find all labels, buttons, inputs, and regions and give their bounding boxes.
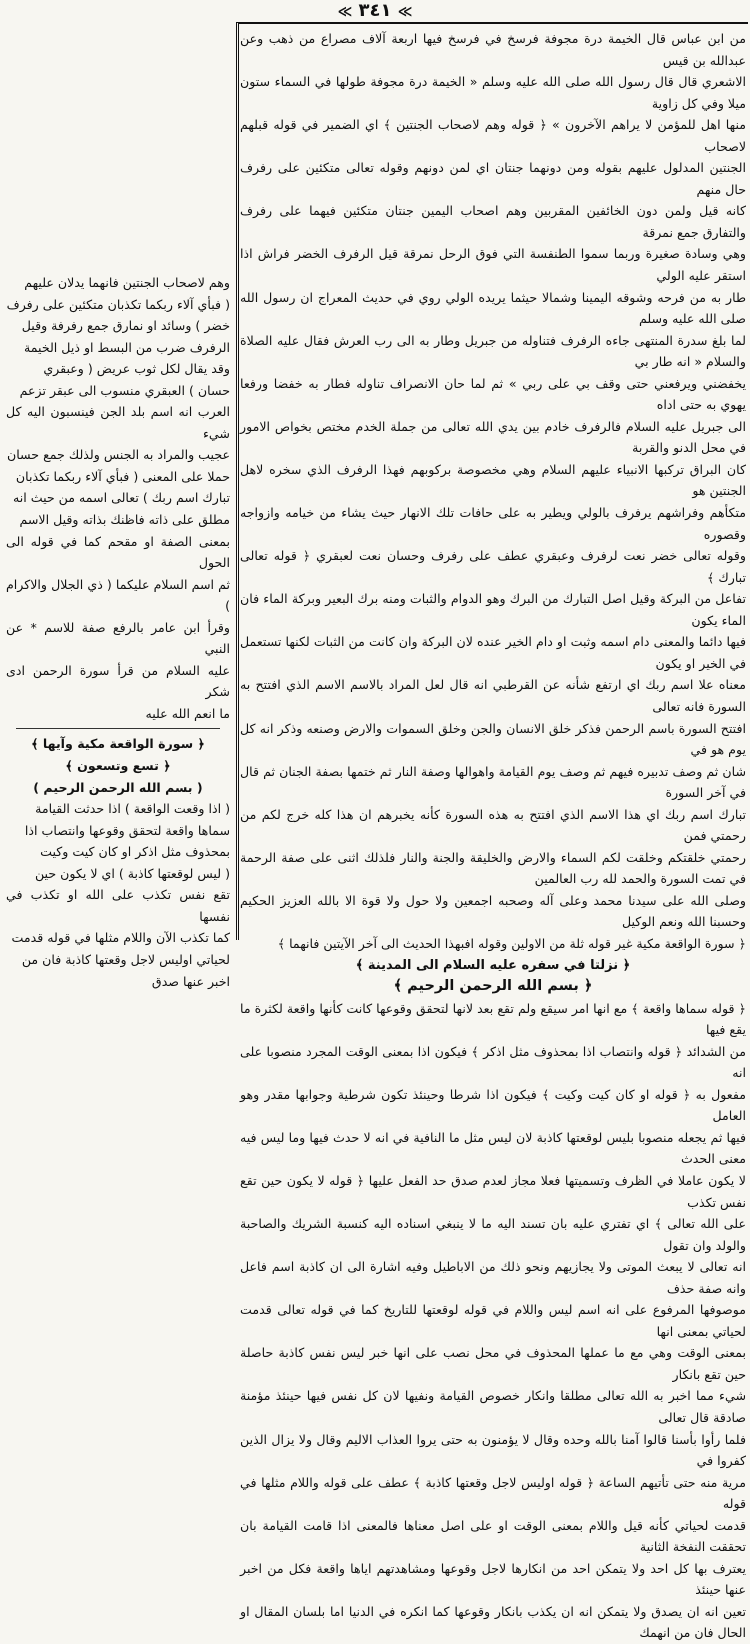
text-line: وقوله تعالى خضر نعت لرفرف وعبقري عطف على رفرف وحسان نعت لعبقري ﴿ قوله تعالى تبارك ﴾ [240, 548, 746, 585]
margin-line: ( فبأي آلاء ربكما تكذبان متكئين على رفرف [6, 296, 230, 312]
text-line: كان البراق تركبها الانبياء عليهم السلام وهي مخصوصة بركوبهم فهذا الرفرف الذي سخره لاهل الجنتين هو [240, 461, 746, 499]
text-line: افتتح السورة باسم الرحمن فذكر خلق الانسان والجن وخلق السموات والارض وصنعه وذكر انه كل يوم هو في [240, 720, 746, 758]
text-line: شيء مما اخبر به الله تعالى مطلقا وانكار خصوص القيامة ونفيها لان كل نفس فيها حينئذ مؤمنة صادقة قال تعالى [240, 1388, 746, 1425]
margin-tafsir-line: اخبر عنها صدق [151, 973, 230, 989]
margin-line: العرب انه اسم بلد الجن فينسبون اليه كل شيء [6, 404, 230, 441]
margin-quran-text [6, 272, 230, 992]
ornament-left: ≪ [337, 4, 353, 20]
text-line: كانه قيل ولمن دون الخائفين المقربين وهم اصحاب اليمين جنتان متكئين فيهما على رفرف والتفارق جمع نمرقة [240, 203, 746, 240]
text-line: مرية منه حتى تأتيهم الساعة ﴿ قوله اوليس لاجل وقعتها كاذبة ﴾ عطف على قوله واللام مثلها في قوله [240, 1474, 746, 1512]
margin-line: ثم اسم السلام عليكما ( ذي الجلال والاكرام ) [6, 576, 230, 614]
margin-line: الرفرف ضرب من البسط او ذيل الخيمة [23, 339, 230, 355]
text-line: منها اهل للمؤمن لا يراهم الآخرون » ﴿ قوله وهم لاصحاب الجنتين ﴾ اي الضمير في قوله قبلهم لاصحاب [240, 117, 746, 154]
margin-line: حملا على المعنى ( فبأي آلاء ربكما تكذبان [15, 468, 230, 484]
text-line: متكأهم وفراشهم يرفرف بالولي ويطير به على حافات تلك الانهار حيث يشاء من خيامه وازواجه وقصوره [240, 505, 746, 542]
margin-basmala: ( بسم الله الرحمن الرحيم ) [33, 779, 203, 795]
text-line: قدمت لحياتي كأنه قيل واللام بمعنى الوقت او على اصل معناها فالمعنى اذا قامت القيامة بان تحققت النفخة الثانية [240, 1517, 746, 1555]
page-number: ٣٤١ [358, 0, 392, 21]
text-line: انه تعالى لا يبعث الموتى ولا يجازيهم ونحو ذلك من الاباطيل وفيه اشارة الى ان كاذبة اسم فاعل وانه صفة حذف [240, 1259, 746, 1296]
text-line: لما بلغ سدرة المنتهى جاءه الرفرف فتناوله من جبريل وطار به الى رب العرش فقال عليه الصلاة والسلام « انه طار بي [240, 332, 746, 370]
text-line: ﴿ قوله سماها واقعة ﴾ مع انها امر سيقع ولم تقع بعد لانها لتحقق وقوعها كانت كأنها واقعة لكثرة ما يقع فيها [240, 1000, 746, 1038]
text-line: من الشدائد ﴿ قوله وانتصاب اذا بمحذوف مثل اذكر ﴾ فيكون اذا بمعنى الوقت المجرد منصوبا على انه [240, 1043, 746, 1081]
text-line: لا يكون عاملا في الظرف وتسميتها فعلا مجاز لعدم صدق حد الفعل عليها ﴿ قوله لا يكون حين تقع نفس تكذب [240, 1172, 746, 1210]
margin-surah-title: ﴿ سورة الواقعة مكية وآيها ﴾ [31, 736, 205, 752]
margin-tafsir-line: كما تكذب الآن واللام مثلها في قوله قدمت [11, 930, 230, 946]
margin-line: حسان ) العبقري منسوب الى عبقر تزعم [19, 382, 230, 398]
margin-divider [16, 728, 220, 729]
text-line: موصوفها المرفوع على انه اسم ليس واللام في قوله لوقعتها للتاريخ كما في قوله تعالى قدمت لحياتي بمعنى انها [240, 1302, 746, 1339]
ornament-right: ≪ [397, 4, 413, 20]
margin-ayah-count: ﴿ تسع وتسعون ﴾ [65, 758, 171, 774]
text-line: الجنتين المدلول عليهم بقوله ومن دونهما جنتان اي لمن دونهم وقوله تعالى متكئين على رفرف حال منهم [240, 160, 746, 197]
margin-line: عجيب والمراد به الجنس ولذلك جمع حسان [6, 447, 230, 463]
text-line: على الله تعالى ﴾ اي تفتري عليه بان تسند اليه ما لا ينبغي اسناده اليه كنسبة الشريك والصاحبة والولد وان تقول [240, 1216, 746, 1253]
text-line: فلما رأوا بأسنا قالوا آمنا بالله وحده وقال لا يؤمنون به حتى يروا العذاب الاليم وقال ولا يزال الذين كفروا في [240, 1431, 746, 1469]
margin-tafsir-line: بمحذوف مثل اذكر او كان كيت وكيت [40, 844, 230, 860]
margin-line: تبارك اسم ربك ) تعالى اسمه من حيث انه [12, 490, 230, 506]
text-line: يعترف بها كل احد ولا يتمكن احد من انكارها لاجل وقوعها ومشاهدتهم اياها واقعة فكل من اخبر عنها حينئذ [240, 1560, 746, 1598]
text-line: يخفضني ويرفعني حتى وقف بي على ربي » ثم لما حان الانصراف تناوله فطار به خفضا ورفعا يهوي به حتى اداه [240, 375, 746, 413]
margin-line: خضر ) وسائد او نمارق جمع رفرفة وقيل [21, 318, 230, 334]
margin-line: عليه السلام من قرأ سورة الرحمن ادى شكر [6, 662, 230, 700]
text-line: فيها دائما والمعنى دام اسمه وثبت او دام الخير عنده لان البركة وان كانت من الثبات لكنها تستعمل في الخير او يكون [240, 634, 746, 671]
text-line: وصلى الله على سيدنا محمد وعلى آله وصحبه اجمعين ولا حول ولا قوة الا بالله العزيز الحكيم وحسبنا الله ونعم الوكيل [240, 892, 746, 930]
margin-line: مطلق على ذاته فاظنك بذاته وقيل الاسم [19, 512, 230, 528]
text-line: تعين انه ان يصدق ولا يتمكن انه ان يكذب بانكار وقوعها كما انكره في الدنيا اما بلسان المقال او الحال فان من انهمك [240, 1603, 746, 1641]
main-top-block [240, 28, 746, 933]
margin-tafsir-line: تقع نفس تكذب على الله او تكذب في نفسها [6, 887, 230, 924]
text-line: الاشعري قال قال رسول الله صلى الله عليه وسلم « الخيمة درة مجوفة طولها في السماء ستون ميلا وفي كل زاوية [240, 74, 746, 111]
margin-tafsir-line: ( اذا وقعت الواقعة ) اذا حدثت القيامة [35, 801, 230, 817]
margin-tafsir-line: ( ليس لوقعتها كاذبة ) اي لا يكون حين [34, 865, 230, 881]
text-line: فيها ثم يجعله منصوبا بليس لوقعتها كاذبة لان ليس مثل ما النافية في انه لا حدث فيها وما ليس فيه معنى الحدث [240, 1129, 746, 1167]
text-line: رحمتي خلقتكم وخلقت لكم السماء والارض والخليقة والجنة والنار فلذلك اثنى على صفة الرحمة في تمت السورة والحمد لله رب العالمين [240, 849, 746, 887]
text-line: تفاعل من البركة وقيل اصل التبارك من البرك وهو الدوام والثبات ومنه برك البعير وبركة الماء فان الماء يكون [240, 591, 746, 628]
page-number-header [0, 0, 750, 23]
text-line: تبارك اسم ربك اي هذا الاسم الذي افتتح به هذه السورة كأنه يخبرهم ان هذا كله خرج لكم من رحمتي فمن [240, 806, 746, 844]
main-bottom-block [240, 998, 746, 1644]
surah-intro-2: ﴿ نزلتا في سفره عليه السلام الى المدينة ﴾ [355, 957, 631, 973]
margin-line: ما انعم الله عليه [145, 705, 230, 721]
surah-intro: ﴿ سورة الواقعة مكية غير قوله ثلة من الاولين وقوله افبهذا الحديث الى آخر الآيتين فانهما ﴾ [277, 935, 746, 951]
text-line: شان ثم وصف تدبيره فيهم ثم وصف يوم القيامة واهوالها وصفة النار ثم ختمها بصفة الجنان ثم قال في آخر السورة [240, 763, 746, 801]
margin-tafsir-line: سماها واقعة لتحقق وقوعها وانتصاب اذا [24, 822, 230, 838]
text-line: طار به من فرحه وشوقه اليمينا وشمالا حيثما يريده الولي روي في حديث المعراج ان رسول الله صلى الله عليه وسلم [240, 289, 746, 327]
margin-line: بمعنى الصفة او مقحم كما في قوله الى الحول [6, 533, 230, 571]
text-line: من ابن عباس قال الخيمة درة مجوفة فرسخ في فرسخ فيها اربعة آلاف مصراع من ذهب وعن عبدالله بن قيس [240, 31, 746, 68]
text-line: بمعنى الوقت وهي مع ما عملها المحذوف في محل نصب على انها خبر ليس نفس كاذبة حاصلة حين تقع بانكار [240, 1345, 746, 1382]
text-line: معناه علا اسم ربك اي ارتفع شأنه عن القرطبي انه قال لعل المراد بالاسم الاسم الذي افتتح به السورة فانه تعالى [240, 677, 746, 714]
text-line: مفعول به ﴿ قوله او كان كيت وكيت ﴾ فيكون اذا شرطا وحينئذ تكون شرطية وجوابها مقدر وهو العامل [240, 1086, 746, 1124]
main-commentary [240, 28, 746, 1641]
margin-line: وهم لاصحاب الجنتين فانهما يدلان عليهم [24, 275, 230, 290]
margin-line: وقد يقال لكل ثوب عريض ( وعبقري [43, 361, 230, 377]
text-line: وهي وسادة صغيرة وربما سموا الطنفسة التي فوق الرحل نمرقة قيل الرفرف الخضر فراش اذا استقر عليه الولي [240, 246, 746, 284]
margin-line: وقرأ ابن عامر بالرفع صفة للاسم * عن النبي [6, 619, 230, 657]
margin-tafsir-line: لحياتي اوليس لاجل وقعتها كاذبة فان من [21, 951, 230, 967]
text-line: الى جبريل عليه السلام فالرفرف خادم بين يدي الله تعالى من جملة الخدم مختص بخواص الامور في محل الدنو والقربة [240, 418, 746, 456]
basmala-main: ﴿ بسم الله الرحمن الرحيم ﴾ [393, 978, 593, 995]
